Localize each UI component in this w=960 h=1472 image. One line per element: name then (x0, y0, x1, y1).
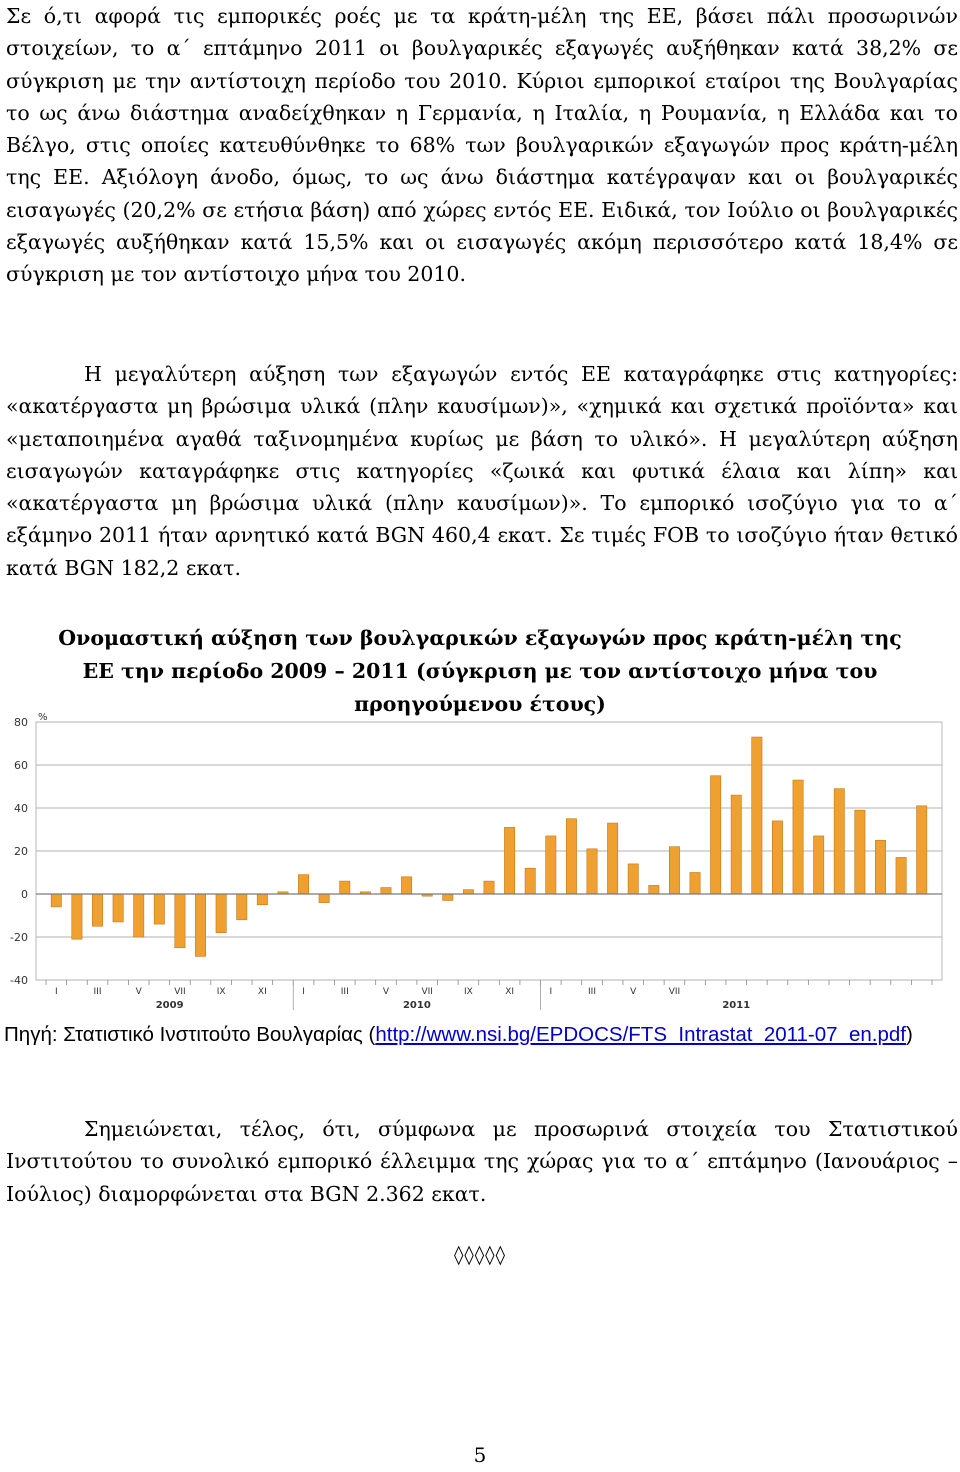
x-tick-label: V (630, 987, 637, 997)
bar (463, 890, 473, 894)
x-tick-label: XI (257, 987, 267, 997)
year-label: 2009 (155, 1000, 184, 1011)
bar (587, 849, 597, 894)
x-tick-label: I (54, 987, 58, 997)
bar (855, 810, 865, 894)
bar (401, 877, 411, 894)
bar (546, 836, 556, 894)
x-tick-label: VII (668, 987, 681, 997)
chart-heading (20, 622, 940, 721)
x-tick-label: VII (421, 987, 433, 997)
x-tick-label: I (302, 987, 305, 997)
paragraph-trade-flows: Σε ό,τι αφορά τις εμπορικές ροές με τα κράτη-μέλη της ΕΕ, βάσει πάλι προσωρινών στοιχείων, το α΄ επτάμηνο 2011 οι βουλγαρικές εξαγωγές αυξήθηκαν κατά 38,2% σε σύγκριση με την αντίστοιχη περίοδο του 2010. Κύριοι εμπορικοί εταίροι της Βουλγαρίας το ως άνω διάστημα αναδείχθηκαν η Γερμανία, η Ιταλία, η Ρουμανία, η Ελλάδα και το Βέλγο, στις οποίες κατευθύνθηκε το 68% των βουλγαρικών εξαγωγών προς κράτη-μέλη της ΕΕ. Αξιόλογη άνοδο, όμως, το ως άνω διάστημα κατέγραψαν και οι βουλγαρικές εισαγωγές (20,2% σε ετήσια βάση) από χώρες εντός ΕΕ. Ειδικά, τον Ιούλιο οι βουλγαρικές εξαγωγές αυξήθηκαν κατά 15,5% και οι εισαγωγές ακόμη περισσότερο κατά 18,4% σε σύγκριση με τον αντίστοιχο μήνα του 2010. (6, 4, 958, 287)
bar (113, 894, 123, 922)
bar (731, 795, 741, 894)
bar (607, 823, 617, 894)
bar (154, 894, 164, 924)
bar (814, 836, 824, 894)
paragraph-trade-deficit (6, 1113, 958, 1210)
source-label: Πηγή: Στατιστικό Ινστιτούτο Βουλγαρίας (4, 1023, 363, 1046)
bar (525, 868, 535, 894)
x-tick-label: XI (505, 987, 515, 997)
x-tick-label: V (382, 987, 390, 997)
bar (92, 894, 102, 926)
bar (772, 821, 782, 894)
section-separator: ◊◊◊◊◊ (454, 1244, 506, 1266)
bar (566, 819, 576, 894)
year-label: 2010 (402, 1000, 431, 1011)
x-tick-label: V (135, 987, 142, 997)
y-tick-label: -20 (10, 931, 28, 944)
year-label: 2011 (722, 1000, 751, 1011)
chart-heading-line1: Ονομαστική αύξηση των βουλγαρικών εξαγωγών προς κράτη-μέλη της (58, 626, 902, 650)
y-axis-unit: % (38, 712, 48, 723)
bar (134, 894, 144, 937)
export-growth-chart (0, 708, 950, 1013)
bar (628, 864, 638, 894)
bar (834, 789, 844, 894)
bar (340, 881, 350, 894)
bar (917, 806, 927, 894)
y-tick-label: 80 (14, 716, 28, 729)
paragraph-export-categories-text: Η μεγαλύτερη αύξηση των εξαγωγών εντός ΕΕ καταγράφηκε στις κατηγορίες: «ακατέργαστα μη βρώσιμα υλικά (πλην καυσίμων)», «χημικά και σχετικά προϊόντα» και «μεταποιημένα αγαθά ταξινομημένα κυρίως με βάση το υλικό». Η μεγαλύτερη αύξηση εισαγωγών καταγράφηκε στις κατηγορίες «ζωικά και φυτικά έλαια και λίπη» και «ακατέργαστα μη βρώσιμα υλικά (πλην καυσίμων)». Το εμπορικό ισοζύγιο για το α΄ εξάμηνο 2011 ήταν αρνητικό κατά BGN 460,4 εκατ. Σε τιμές FOB το ισοζύγιο ήταν θετικό κατά BGN 182,2 εκατ. (6, 362, 958, 580)
bar (669, 847, 679, 894)
x-tick-label: IX (463, 987, 473, 997)
bar (484, 881, 494, 894)
bar (298, 875, 308, 894)
x-tick-label: IX (216, 987, 226, 997)
paragraph-trade-deficit-text: Σημειώνεται, τέλος, ότι, σύμφωνα με προσωρινά στοιχεία του Στατιστικού Ινστιτούτου το συνολικό εμπορικό έλλειμμα της χώρας για το α΄ επτάμηνο (Ιανουάριος – Ιούλιος) διαμορφώνεται στα BGN 2.362 εκατ. (6, 1117, 958, 1206)
bar (793, 780, 803, 894)
y-tick-label: 20 (14, 845, 28, 858)
bar (175, 894, 185, 948)
x-tick-label: III (340, 987, 349, 997)
bar (443, 894, 453, 900)
bar (319, 894, 329, 903)
bar (690, 873, 700, 895)
paragraph-export-categories (6, 358, 958, 584)
bar (875, 840, 885, 894)
bar (237, 894, 247, 920)
bar (195, 894, 205, 956)
y-tick-label: 0 (21, 888, 28, 901)
y-tick-label: 60 (14, 759, 28, 772)
chart-heading-line2: ΕΕ την περίοδο 2009 – 2011 (σύγκριση με τον αντίστοιχο μήνα του (82, 659, 878, 683)
page-number: 5 (473, 1443, 487, 1467)
x-tick-label: VII (174, 987, 186, 997)
x-tick-label: III (588, 987, 597, 997)
bar (896, 857, 906, 894)
bar (711, 776, 721, 894)
bar (504, 827, 514, 894)
x-tick-label: I (549, 987, 553, 997)
bar (257, 894, 267, 905)
bar (216, 894, 226, 933)
bar (72, 894, 82, 939)
bar (381, 888, 391, 894)
bar (51, 894, 61, 907)
y-tick-label: -40 (10, 974, 28, 987)
bar (649, 885, 659, 894)
source-link[interactable]: http://www.nsi.bg/EPDOCS/FTS_Intrastat_2011-07_en.pdf (375, 1023, 906, 1046)
chart-heading-line3: προηγούμενου έτους) (354, 692, 606, 716)
bar (752, 737, 762, 894)
y-tick-label: 40 (14, 802, 28, 815)
source-note: Πηγή: Στατιστικό Ινστιτούτο Βουλγαρίας (http://www.nsi.bg/EPDOCS/FTS_Intrastat_2011-07_en.pdf) (4, 1023, 913, 1046)
x-tick-label: III (93, 987, 102, 997)
